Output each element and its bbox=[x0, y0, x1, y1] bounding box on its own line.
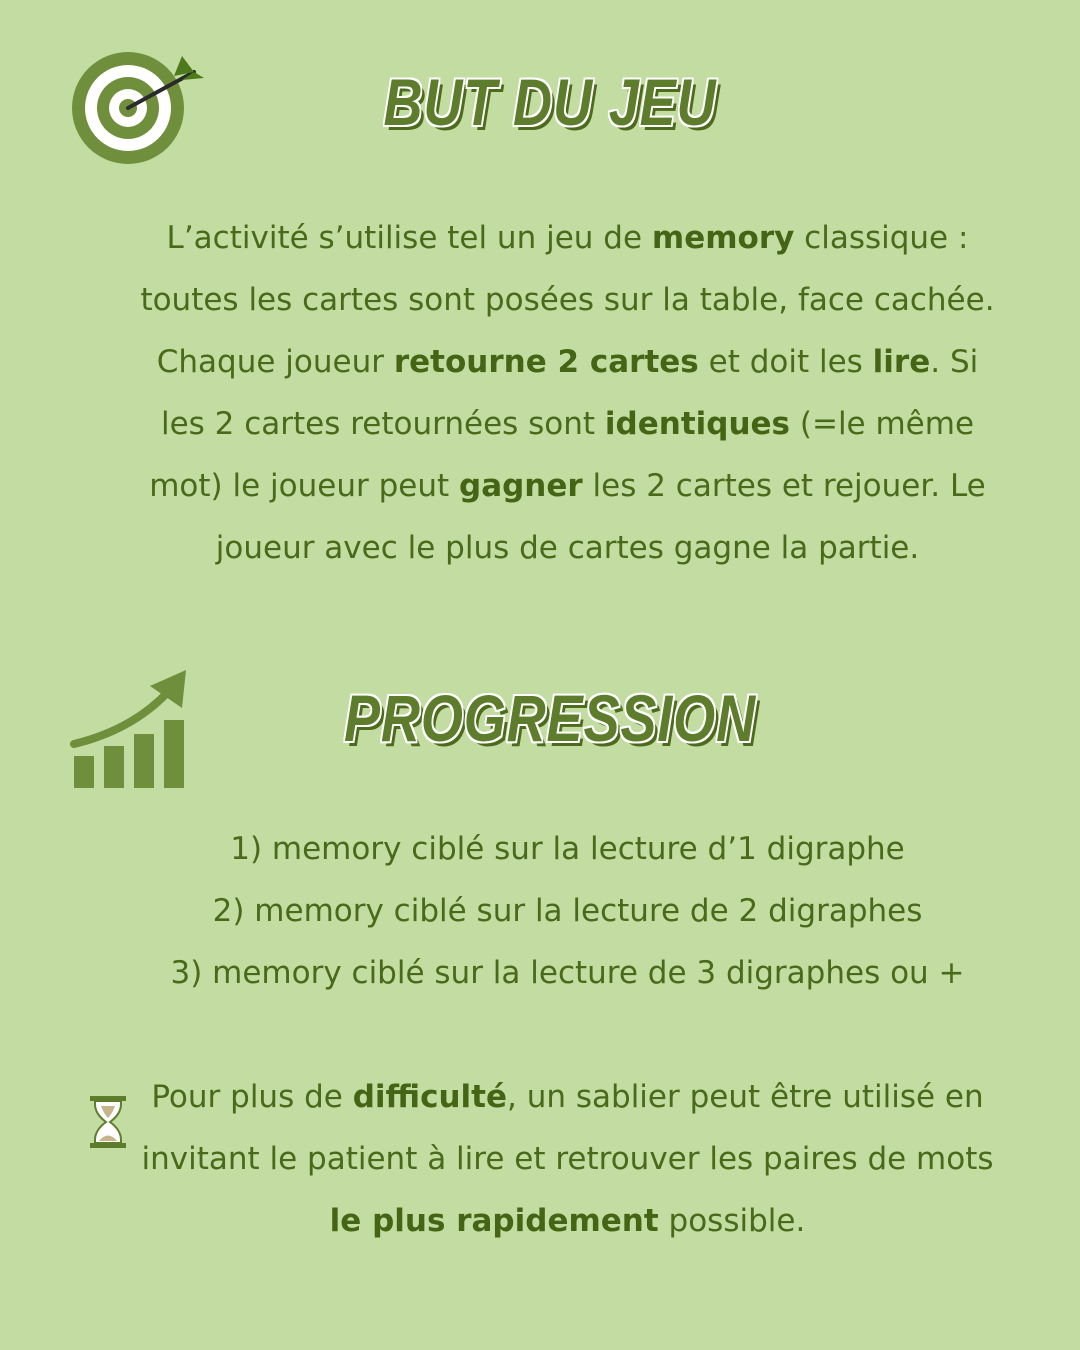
goal-text: classique : toutes les cartes sont posées sur la table, face cachée. Chaque joueur bbox=[140, 220, 995, 380]
goal-text: . Si les 2 cartes retournées sont bbox=[160, 344, 979, 442]
goal-paragraph bbox=[140, 207, 995, 579]
difficulty-emphasis: difficulté bbox=[352, 1079, 508, 1115]
growth-chart-icon bbox=[70, 668, 188, 790]
progression-title: PROGRESSION bbox=[344, 681, 756, 755]
goal-emphasis: retourne 2 cartes bbox=[393, 344, 699, 380]
difficulty-paragraph bbox=[140, 1066, 995, 1252]
goal-emphasis: memory bbox=[651, 220, 795, 256]
goal-text: L’activité s’utilise tel un jeu de bbox=[166, 220, 652, 256]
goal-emphasis: lire bbox=[872, 344, 931, 380]
goal-emphasis: identiques bbox=[604, 406, 791, 442]
difficulty-emphasis: le plus rapidement bbox=[329, 1203, 659, 1239]
progression-step: 3) memory ciblé sur la lecture de 3 digraphes ou + bbox=[170, 955, 965, 991]
goal-title: BUT DU JEU bbox=[383, 65, 717, 139]
goal-emphasis: gagner bbox=[459, 468, 583, 504]
hourglass-icon bbox=[88, 1094, 128, 1150]
difficulty-text: Pour plus de bbox=[151, 1079, 353, 1115]
progression-step: 1) memory ciblé sur la lecture d’1 digraphe bbox=[230, 831, 905, 867]
progression-step: 2) memory ciblé sur la lecture de 2 digraphes bbox=[212, 893, 923, 929]
target-icon bbox=[70, 50, 210, 170]
difficulty-text: possible. bbox=[658, 1203, 806, 1239]
difficulty-text: , un sablier peut être utilisé en invitant le patient à lire et retrouver les paires de mots bbox=[141, 1079, 994, 1177]
goal-text: et doit les bbox=[698, 344, 873, 380]
goal-text: (=le même mot) le joueur peut bbox=[149, 406, 975, 504]
progression-list bbox=[140, 818, 995, 1004]
goal-text: les 2 cartes et rejouer. Le joueur avec le plus de cartes gagne la partie. bbox=[215, 468, 986, 566]
